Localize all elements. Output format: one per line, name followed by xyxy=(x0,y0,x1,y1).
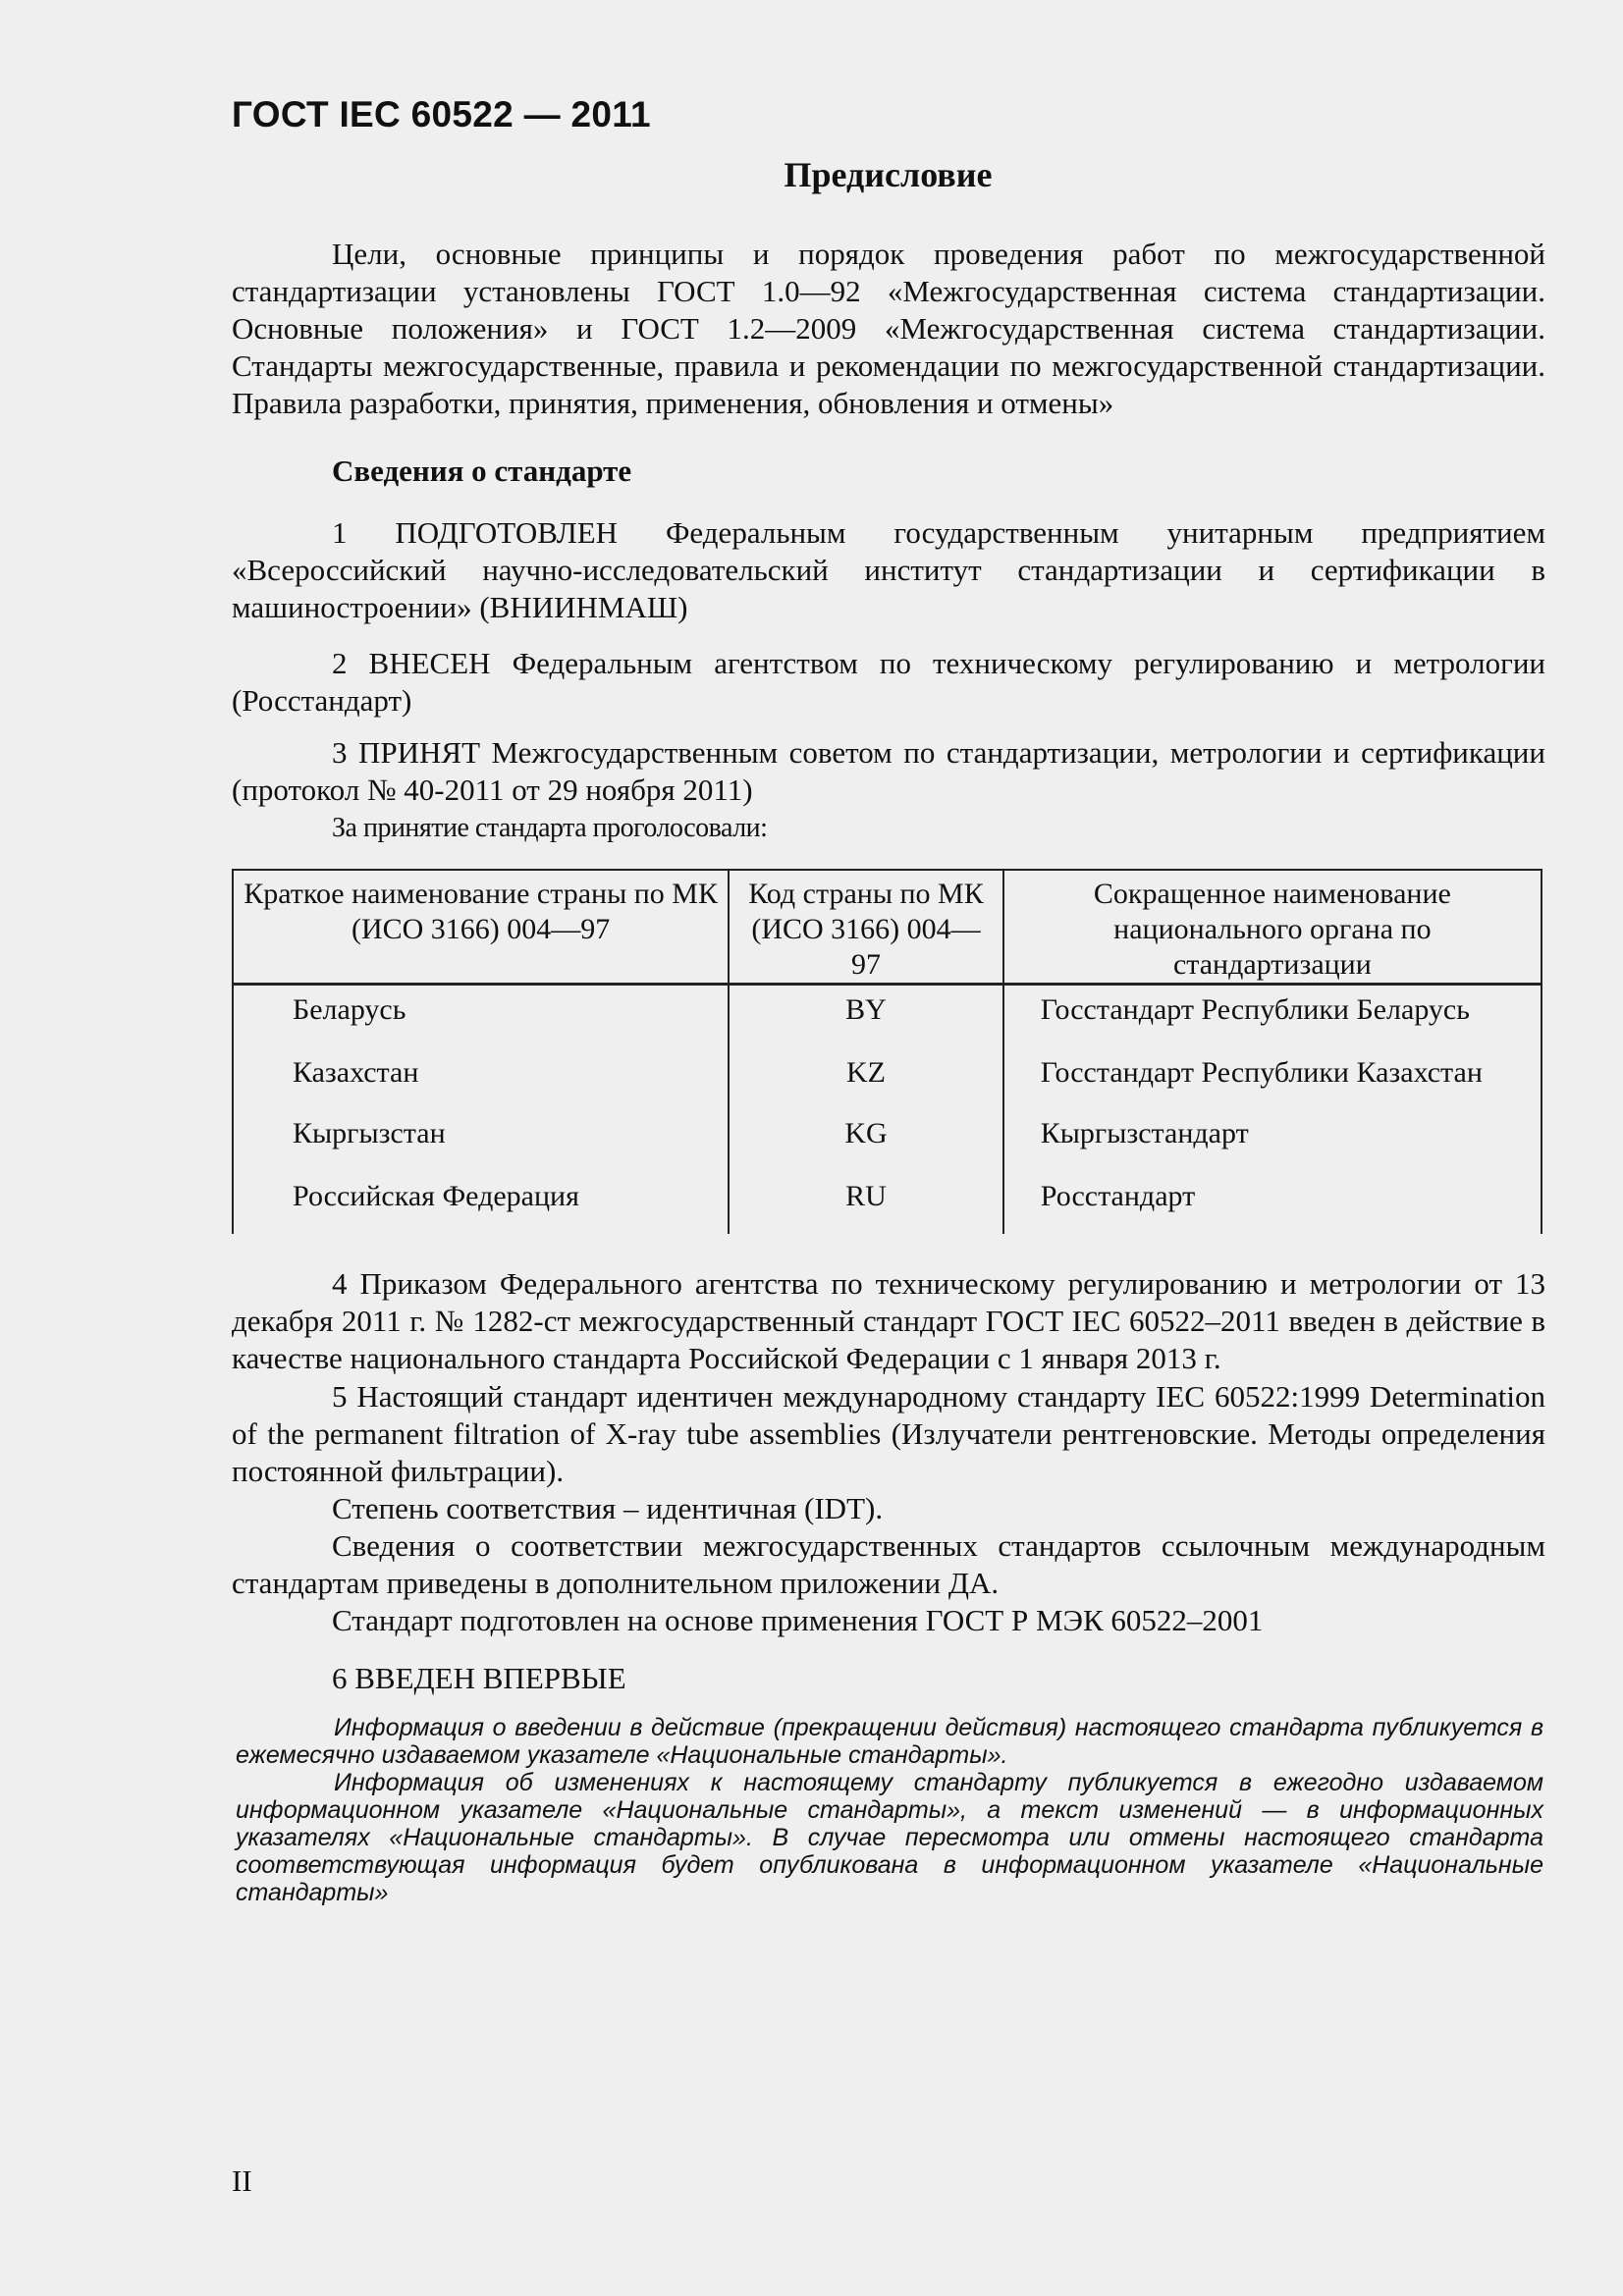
standard-info-heading-wrap xyxy=(232,453,1545,490)
paragraph-references: Сведения о соответствии межгосударственных стандартов ссылочным международным стандартам приведены в дополнительном приложении ДА. xyxy=(232,1528,1545,1600)
organ-cell: Росстандарт xyxy=(1003,1179,1542,1234)
paragraph-prepared: 1 ПОДГОТОВЛЕН Федеральным государственным унитарным предприятием «Всероссийский научно-исследовательский институт стандартизации и сертификации в машиностроении» (ВНИИНМАШ) xyxy=(232,515,1545,624)
item-4 xyxy=(232,1265,1545,1377)
info-paragraph-changes: Информация об изменениях к настоящему стандарту публикуется в ежегодно издаваемом информационном указателе «Национальные стандарты», а текст изменений — в информационных указателях «Национальные стандарты». В случае пересмотра или отмены настоящего стандарта соответствующая информация будет опубликована в информационном указателе «Национальные стандарты» xyxy=(236,1769,1543,1906)
table-row xyxy=(233,1055,1542,1116)
votes-table xyxy=(232,869,1542,1234)
country-cell: Беларусь xyxy=(233,985,729,1055)
country-cell: Российская Федерация xyxy=(233,1179,729,1234)
info-notice xyxy=(236,1714,1543,1906)
code-cell: KG xyxy=(729,1116,1003,1179)
paragraph-first-introduced: 6 ВВЕДЕН ВПЕРВЫЕ xyxy=(332,1661,626,1695)
info-paragraph-effect: Информация о введении в действие (прекращении действия) настоящего стандарта публикуется в ежемесячно издаваемом указателе «Национальные стандарты». xyxy=(236,1714,1543,1769)
section-title: Сведения о стандарте xyxy=(332,454,632,488)
item-2 xyxy=(232,645,1545,720)
country-cell: Кыргызстан xyxy=(233,1116,729,1179)
organ-cell: Госстандарт Республики Казахстан xyxy=(1003,1055,1542,1116)
code-cell: BY xyxy=(729,985,1003,1055)
code-cell: RU xyxy=(729,1179,1003,1234)
paragraph-basis: Стандарт подготовлен на основе применения ГОСТ Р МЭК 60522–2001 xyxy=(332,1603,1264,1637)
country-cell: Казахстан xyxy=(233,1055,729,1116)
page-number: II xyxy=(232,2163,252,2198)
table-row xyxy=(233,985,1542,1055)
organ-cell: Кыргызстандарт xyxy=(1003,1116,1542,1179)
item-1 xyxy=(232,514,1545,626)
page-title: Предисловие xyxy=(784,155,993,194)
item-6 xyxy=(232,1660,1545,1697)
header-code: Код страны по МК (ИСО 3166) 004—97 xyxy=(729,870,1003,985)
vote-title: За принятие стандарта проголосовали: xyxy=(332,813,768,843)
organ-cell: Госстандарт Республики Беларусь xyxy=(1003,985,1542,1055)
table-header-row xyxy=(233,870,1542,985)
document-code-header: ГОСТ IEC 60522 — 2011 xyxy=(232,94,651,134)
header-country: Краткое наименование страны по МК (ИСО 3166) 004—97 xyxy=(233,870,729,985)
paragraph-adopted: 3 ПРИНЯТ Межгосударственным советом по стандартизации, метрологии и сертификации (протокол № 40-2011 от 29 ноября 2011) xyxy=(232,735,1545,807)
item-3 xyxy=(232,734,1545,809)
paragraph-identical: 5 Настоящий стандарт идентичен международному стандарту IEC 60522:1999 Determination of the permanent filtration of X-ray tube assemblies (Излучатели рентгеновские. Методы определения постоянной фильтрации). xyxy=(232,1379,1545,1488)
table-row xyxy=(233,1179,1542,1234)
paragraph-introduced: 2 ВНЕСЕН Федеральным агентством по техническому регулированию и метрологии (Росстандарт) xyxy=(232,646,1545,718)
header-organ: Сокращенное наименование национального органа по стандартизации xyxy=(1003,870,1542,985)
paragraph-degree: Степень соответствия – идентичная (IDT). xyxy=(332,1491,884,1525)
paragraph-order: 4 Приказом Федерального агентства по техническому регулированию и метрологии от 13 декабря 2011 г. № 1282-ст межгосударственный стандарт ГОСТ IEC 60522–2011 введен в действие в качестве национального стандарта Российской Федерации с 1 января 2013 г. xyxy=(232,1266,1545,1375)
intro-section xyxy=(232,236,1545,422)
item-5 xyxy=(232,1378,1545,1639)
table-row xyxy=(233,1116,1542,1179)
intro-paragraph: Цели, основные принципы и порядок проведения работ по межгосударственной стандартизации установлены ГОСТ 1.0—92 «Межгосударственная система стандартизации. Основные положения» и ГОСТ 1.2—2009 «Межгосударственная система стандартизации. Стандарты межгосударственные, правила и рекомендации по межгосударственной стандартизации. Правила разработки, принятия, применения, обновления и отмены» xyxy=(232,237,1545,420)
code-cell: KZ xyxy=(729,1055,1003,1116)
vote-title-wrap xyxy=(232,810,1545,847)
